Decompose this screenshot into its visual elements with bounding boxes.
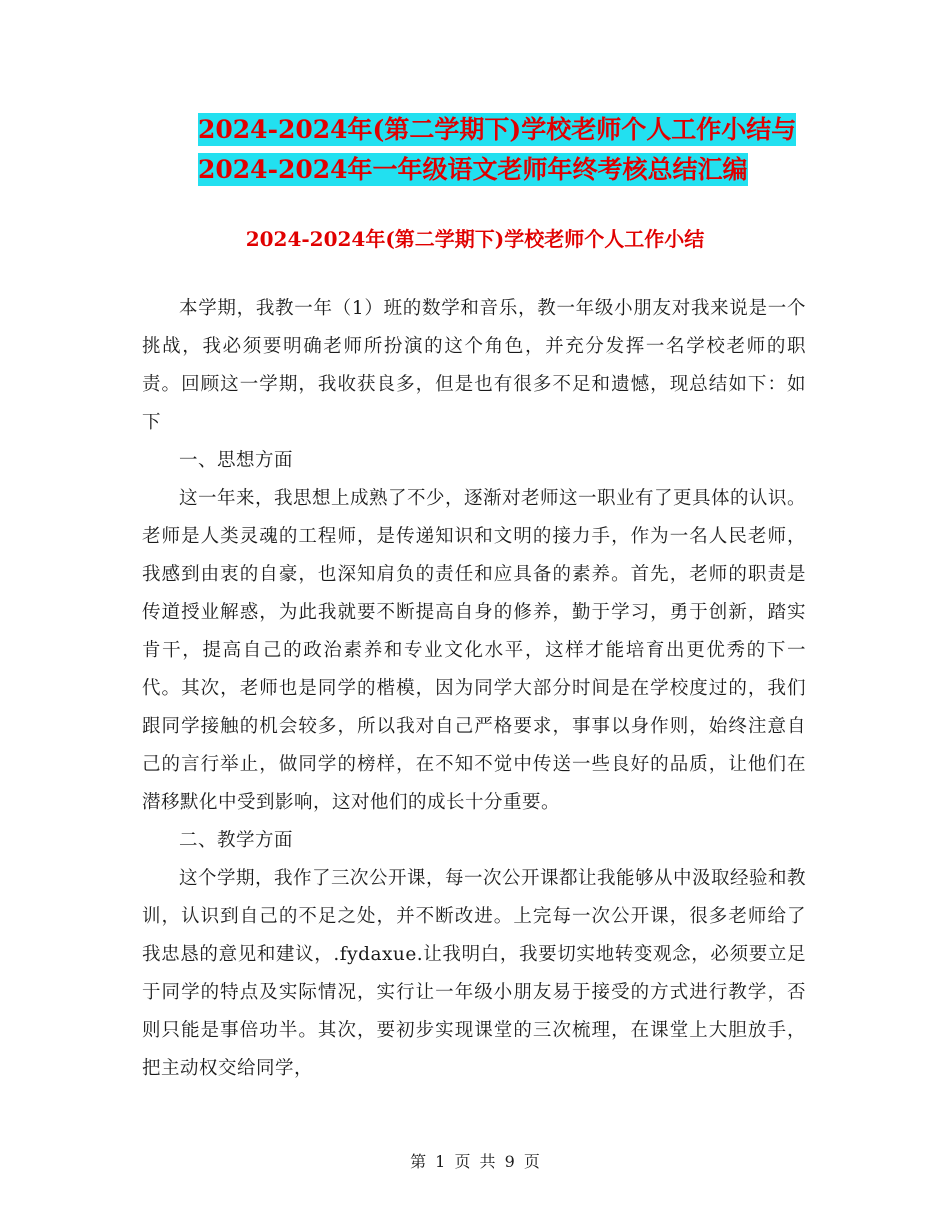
title-line-2	[198, 150, 818, 190]
paragraph-intro: 本学期，我教一年（1）班的数学和音乐，教一年级小朋友对我来说是一个挑战，我必须要明确老师所扮演的这个角色，并充分发挥一名学校老师的职责。回顾这一学期，我收获良多，但是也有很多不足和遗憾，现总结如下：如下	[142, 298, 806, 433]
document-title	[198, 110, 818, 190]
title-line-1	[198, 110, 818, 150]
title-line-2-text: 2024-2024年一年级语文老师年终考核总结汇编	[198, 155, 748, 184]
section-title: 2024-2024年(第二学期下)学校老师个人工作小结	[245, 227, 705, 251]
paragraph-thought: 这一年来，我思想上成熟了不少，逐渐对老师这一职业有了更具体的认识。老师是人类灵魂的工程师，是传递知识和文明的接力手，作为一名人民老师，我感到由衷的自豪，也深知肩负的责任和应具备的素养。首先，老师的职责是传道授业解惑，为此我就要不断提高自身的修养，勤于学习，勇于创新，踏实肯干，提高自己的政治素养和专业文化水平，这样才能培育出更优秀的下一代。其次，老师也是同学的楷模，因为同学大部分时间是在学校度过的，我们跟同学接触的机会较多，所以我对自己严格要求，事事以身作则，始终注意自己的言行举止，做同学的榜样，在不知不觉中传送一些良好的品质，让他们在潜移默化中受到影响，这对他们的成长十分重要。	[142, 488, 807, 813]
paragraph-teaching: 这个学期，我作了三次公开课，每一次公开课都让我能够从中汲取经验和教训，认识到自己的不足之处，并不断改进。上完每一次公开课，很多老师给了我忠恳的意见和建议，.fydaxue.让我明白，我要切实地转变观念，必须要立足于同学的特点及实际情况，实行让一年级小朋友易于接受的方式进行教学，否则只能是事倍功半。其次，要初步实现课堂的三次梳理，在课堂上大胆放手，把主动权交给同学，	[142, 868, 807, 1079]
page-footer: 第 1 页 共 9 页	[410, 1152, 540, 1171]
heading-teaching: 二、教学方面	[179, 830, 294, 851]
heading-thought: 一、思想方面	[179, 450, 294, 471]
title-line-1-text: 2024-2024年(第二学期下)学校老师个人工作小结与	[198, 115, 797, 144]
body-text	[142, 290, 806, 1088]
